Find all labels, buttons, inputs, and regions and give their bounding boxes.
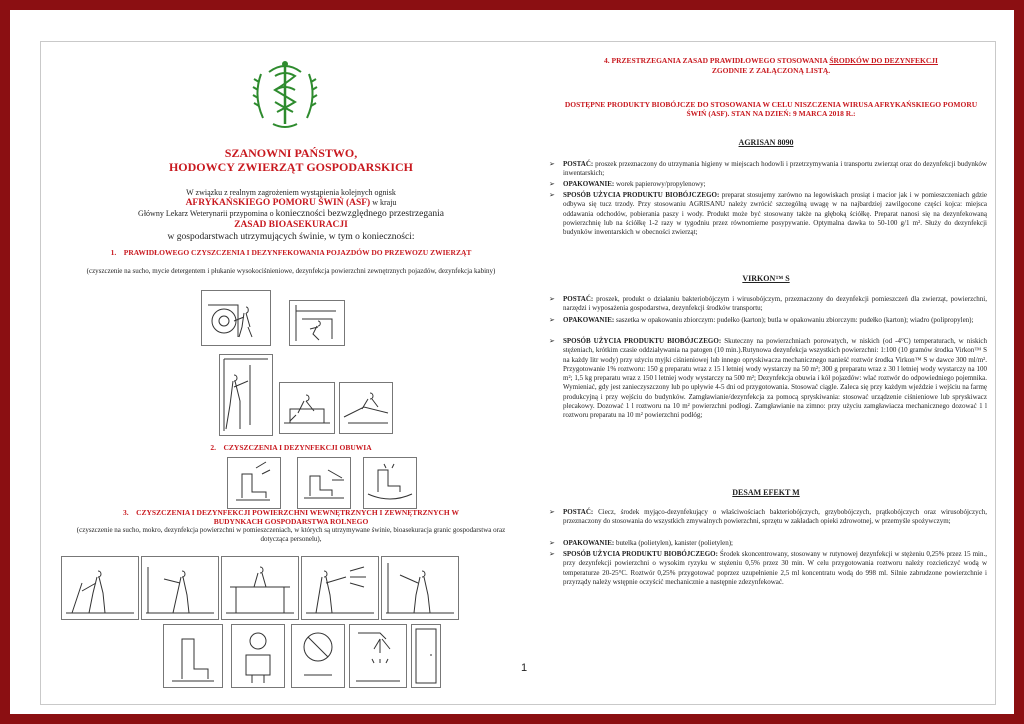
agrisan-form-text: proszek przeznaczony do utrzymania higieny w miejscach hodowli i przetrzymywania i transportu zwierząt oraz do dezynfekcji budynków inwentarskich; xyxy=(563,160,987,178)
boot-wash-illustration xyxy=(227,457,281,509)
poster-frame xyxy=(10,10,1014,714)
agrisan-usage-label: SPOSÓB UŻYCIA PRODUKTU BIOBÓJCZEGO: xyxy=(563,191,720,199)
spraying-illustration xyxy=(301,556,379,620)
agrisan-item-packaging xyxy=(549,180,987,189)
bullet-icon: ➢ xyxy=(549,295,555,303)
protective-clothing-illustration xyxy=(231,624,285,688)
cabin-cleaning-illustration xyxy=(289,300,345,346)
virkon-form-label: POSTAĆ: xyxy=(563,295,594,303)
intro-asf-line xyxy=(41,198,541,208)
virkon-item-form xyxy=(549,295,987,314)
virkon-usage-text: Skuteczny na powierzchniach porowatych, w niskich (od -4°C) temperaturach, w niskich stężeniach, krótkim czasie oddziaływania na patogen (10 min.).Rutynowa dezynfekcja wszystkich powierzchni: 1:100 (10 gramów środka Virkon™ S na każdy litr wody) przy użyciu myjki ciśnieniowej lub innego opryskiwacza mechanicznego nanieść roztwór środka Virkon™ S w dawce 300 ml/m². Przygotowanie 1% roztworu: 150 g preparatu wraz z 15 l letniej wody wystarczy na 50 m²; 300 g preparatu wraz z 30 l letniej wody wystarczy na 100 m²; 1,5 kg preparatu wraz z 150 l letniej wody wystarczy na 500 m²; Dezynfekcja obuwia i kół pojazdów: wlać roztwór do odpowiedniego pojemnika. Wymieniać, gdy jest zanieczyszczony lub po upływie 4-5 dni od przygotowania. Stosować ciągle. Zaleca się przy każdym wjeździe i wejściu na farmę produkcyjną i przy wejściu do budynków. Zamgławianie/dezynfekcja za pomocą spryskiwania: stosować urządzenie ciśnieniowe lub spryskiwacz plecakowy. Dozować 1 l roztworu na 10 m² powierzchni podłogi. Zamgławianie na zimno: przy użyciu zamgławiacza mechanicznego dozować 1 l roztworu preparatu na 10 m² powierzchni podłóg; xyxy=(563,337,987,420)
section-4-text-a: 4. PRZESTRZEGANIA ZASAD PRAWIDŁOWEGO STOSOWANIA xyxy=(604,56,830,65)
agrisan-item-form xyxy=(549,160,987,179)
zasad-line xyxy=(41,220,541,230)
bullet-icon: ➢ xyxy=(549,180,555,188)
section-2-title xyxy=(101,443,481,452)
available-products-heading: DOSTĘPNE PRODUKTY BIOBÓJCZE DO STOSOWANIA W CELU NISZCZENIA WIRUSA AFRYKAŃSKIEGO POMORU ŚWIŃ (ASF). STAN NA DZIEŃ: 9 MARCA 2018 R.: xyxy=(564,100,978,118)
bullet-icon: ➢ xyxy=(549,316,555,324)
page-number: 1 xyxy=(521,662,528,674)
caduceus-icon xyxy=(249,56,321,132)
virkon-form-text: proszek, produkt o działaniu bakteriobójczym i wirusobójczym, przeznaczony do dezynfekcji pomieszczeń dla zwierząt, powierzchni, narzędzi i wyposażenia gospodarstwa, dezynfekcji środków transportu; xyxy=(563,295,987,313)
product-name-desam: DESAM EFEKT M xyxy=(732,488,800,497)
bullet-icon: ➢ xyxy=(549,160,555,168)
asf-highlight: AFRYKAŃSKIEGO POMORU ŚWIŃ (ASF) xyxy=(185,198,371,208)
virkon-packaging-label: OPAKOWANIE: xyxy=(563,316,615,324)
bullet-icon: ➢ xyxy=(549,337,555,345)
section-4-title-line-1 xyxy=(571,56,971,65)
intro-2a: Główny Lekarz Weterynarii przypomina o xyxy=(138,209,276,218)
bullet-icon: ➢ xyxy=(549,508,555,516)
section-3-title xyxy=(101,508,481,526)
product-name-virkon: VIRKON™ S xyxy=(742,274,790,283)
greeting-line-2: HODOWCY ZWIERZĄT GOSPODARSKICH xyxy=(168,160,414,174)
virkon-item-packaging xyxy=(549,316,987,325)
intro-line-2 xyxy=(41,209,541,219)
product-name-agrisan: AGRISAN 8090 xyxy=(738,138,794,147)
agrisan-packaging-label: OPAKOWANIE: xyxy=(563,180,615,188)
fogging-illustration xyxy=(381,556,459,620)
interior-cleaning-illustration xyxy=(279,382,335,434)
section-4-text-underlined: ŚRODKÓW DO DEZYNFEKCJI xyxy=(829,56,938,65)
virkon-item-usage xyxy=(549,337,987,421)
intro-line-3: w gospodarstwach utrzymujących świnie, w tym o konieczności: xyxy=(167,232,415,242)
desam-item-packaging xyxy=(549,539,987,548)
desam-usage-text: Środek skoncentrowany, stosowany w rutynowej dezynfekcji w stężeniu 0,25% przez 15 min., przy dezynfekcji powierzchni o wysokim ryzyku w stężeniu 0,5% przez 30 min. W celu przygotowania roztworu należy rozcieńczyć wodą w temperaturze 20-25°C. Roztwór 0,25% przygotować poprzez uzupełnienie 2,5 ml koncentratu wodą do 998 ml. Silnie zabrudzone powierzchnie i przyrządy należy wstępnie oczyścić mechanicznie a następnie zdezynfekować. xyxy=(563,550,987,586)
agrisan-packaging-text: worek papierowy/propylenowy; xyxy=(614,180,706,188)
intro-line-1: W związku z realnym zagrożeniem wystąpienia kolejnych ognisk xyxy=(186,188,396,197)
desam-form-text: Ciecz, środek myjąco-dezynfekujący o właściwościach bakteriobójczych, grzybobójczych, prątkobójczych oraz wirusobójczych, przeznaczony do stosowania do wszystkich zmywalnych powierzchni, sprzętu w zakładach opieki zdrowotnej, w przemyśle spożywczym; xyxy=(563,508,987,526)
section-3-number: 3. xyxy=(122,508,129,517)
dashboard-disinfection-illustration xyxy=(339,382,393,434)
greeting-line-1: SZANOWNI PAŃSTWO, xyxy=(224,146,358,160)
bullet-icon: ➢ xyxy=(549,191,555,199)
section-2-text: CZYSZCZENIA I DEZYNFEKCJI OBUWIA xyxy=(223,443,372,452)
desam-usage-label: SPOSÓB UŻYCIA PRODUKTU BIOBÓJCZEGO: xyxy=(563,550,718,558)
section-1-title xyxy=(101,248,481,257)
sweeping-illustration xyxy=(61,556,139,620)
agrisan-form-label: POSTAĆ: xyxy=(563,160,594,168)
bullet-icon: ➢ xyxy=(549,550,555,558)
intro-2b: konieczności bezwzględnego przestrzegania xyxy=(275,209,444,219)
section-4-title-line-2: ZGODNIE Z ZAŁĄCZONĄ LISTĄ. xyxy=(711,66,831,75)
boot-scrub-illustration xyxy=(297,457,351,509)
desam-item-usage xyxy=(549,550,987,587)
bullet-icon: ➢ xyxy=(549,539,555,547)
boot-footbath-illustration xyxy=(163,624,223,688)
asf-tail: w kraju xyxy=(370,198,397,207)
section-3-text: CZYSZCZENIA I DEZYNFEKCJI POWIERZCHNI WEWNĘTRZNYCH I ZEWNĘTRZNYCH W BUDYNKACH GOSPODARSTWA ROLNEGO xyxy=(136,508,460,526)
desam-item-form xyxy=(549,508,987,527)
desam-form-label: POSTAĆ: xyxy=(563,508,594,516)
shower-illustration xyxy=(349,624,407,688)
section-1-subtitle: (czyszczenie na sucho, mycie detergentem i płukanie wysokociśnieniowe, dezynfekcja powierzchni zewnętrznych pojazdów, dezynfekcja kabiny) xyxy=(86,267,496,275)
section-1-number: 1. xyxy=(110,248,117,257)
no-entry-sign-illustration xyxy=(291,624,345,688)
virkon-packaging-text: saszetka w opakowaniu zbiorczym: pudełko (karton); butla w opakowaniu zbiorczym: pudełko (karton); wiadro (polipropylen); xyxy=(614,316,974,324)
boot-dip-illustration xyxy=(363,457,417,509)
zasad-highlight: ZASAD BIOASEKURACJI xyxy=(234,220,348,230)
desam-packaging-label: OPAKOWANIE: xyxy=(563,539,615,547)
section-1-text: PRAWIDŁOWEGO CZYSZCZENIA I DEZYNFEKOWANIA POJAZDÓW DO PRZEWOZU ZWIERZĄT xyxy=(123,248,472,257)
desam-packaging-text: butelka (polietylen), kanister (polietylen); xyxy=(614,539,733,547)
section-3-subtitle: (czyszczenie na sucho, mokro, dezynfekcja powierzchni w pomieszczeniach, w których są utrzymywane świnie, bioasekuracja granic gospodarstwa oraz dotycząca personelu), xyxy=(76,526,506,543)
pen-cleaning-illustration xyxy=(221,556,299,620)
truck-rinse-illustration xyxy=(219,354,273,436)
virkon-usage-label: SPOSÓB UŻYCIA PRODUKTU BIOBÓJCZEGO: xyxy=(563,337,722,345)
agrisan-usage-text: preparat stosujemy zarówno na legowiskach prosiąt i macior jak i w pomieszczeniach gdzie odbywa się tucz trzody. Przy stosowaniu AGRISANU należy zwrócić szczególną uwagę w na najbardziej zawilgocone części kojca: miejsca oddawania odchodów, pobierania paszy i wody. Produkt może być stosowany także na głęboką ściółkę. Preparat nanosi się na dezynfekowaną powierzchnię lub na ściółkę 1-2 razy w tygodniu przez równomierne posypywanie. Optymalna dawka to 50-100 g/1 m². Służy do dezynfekcji budynków inwentarskich w obecności zwierząt; xyxy=(563,191,987,237)
door-illustration xyxy=(411,624,441,688)
section-2-number: 2. xyxy=(210,443,216,452)
poster-page xyxy=(40,41,996,705)
vehicle-wash-illustration xyxy=(201,290,271,346)
agrisan-item-usage xyxy=(549,191,987,237)
washing-illustration xyxy=(141,556,219,620)
